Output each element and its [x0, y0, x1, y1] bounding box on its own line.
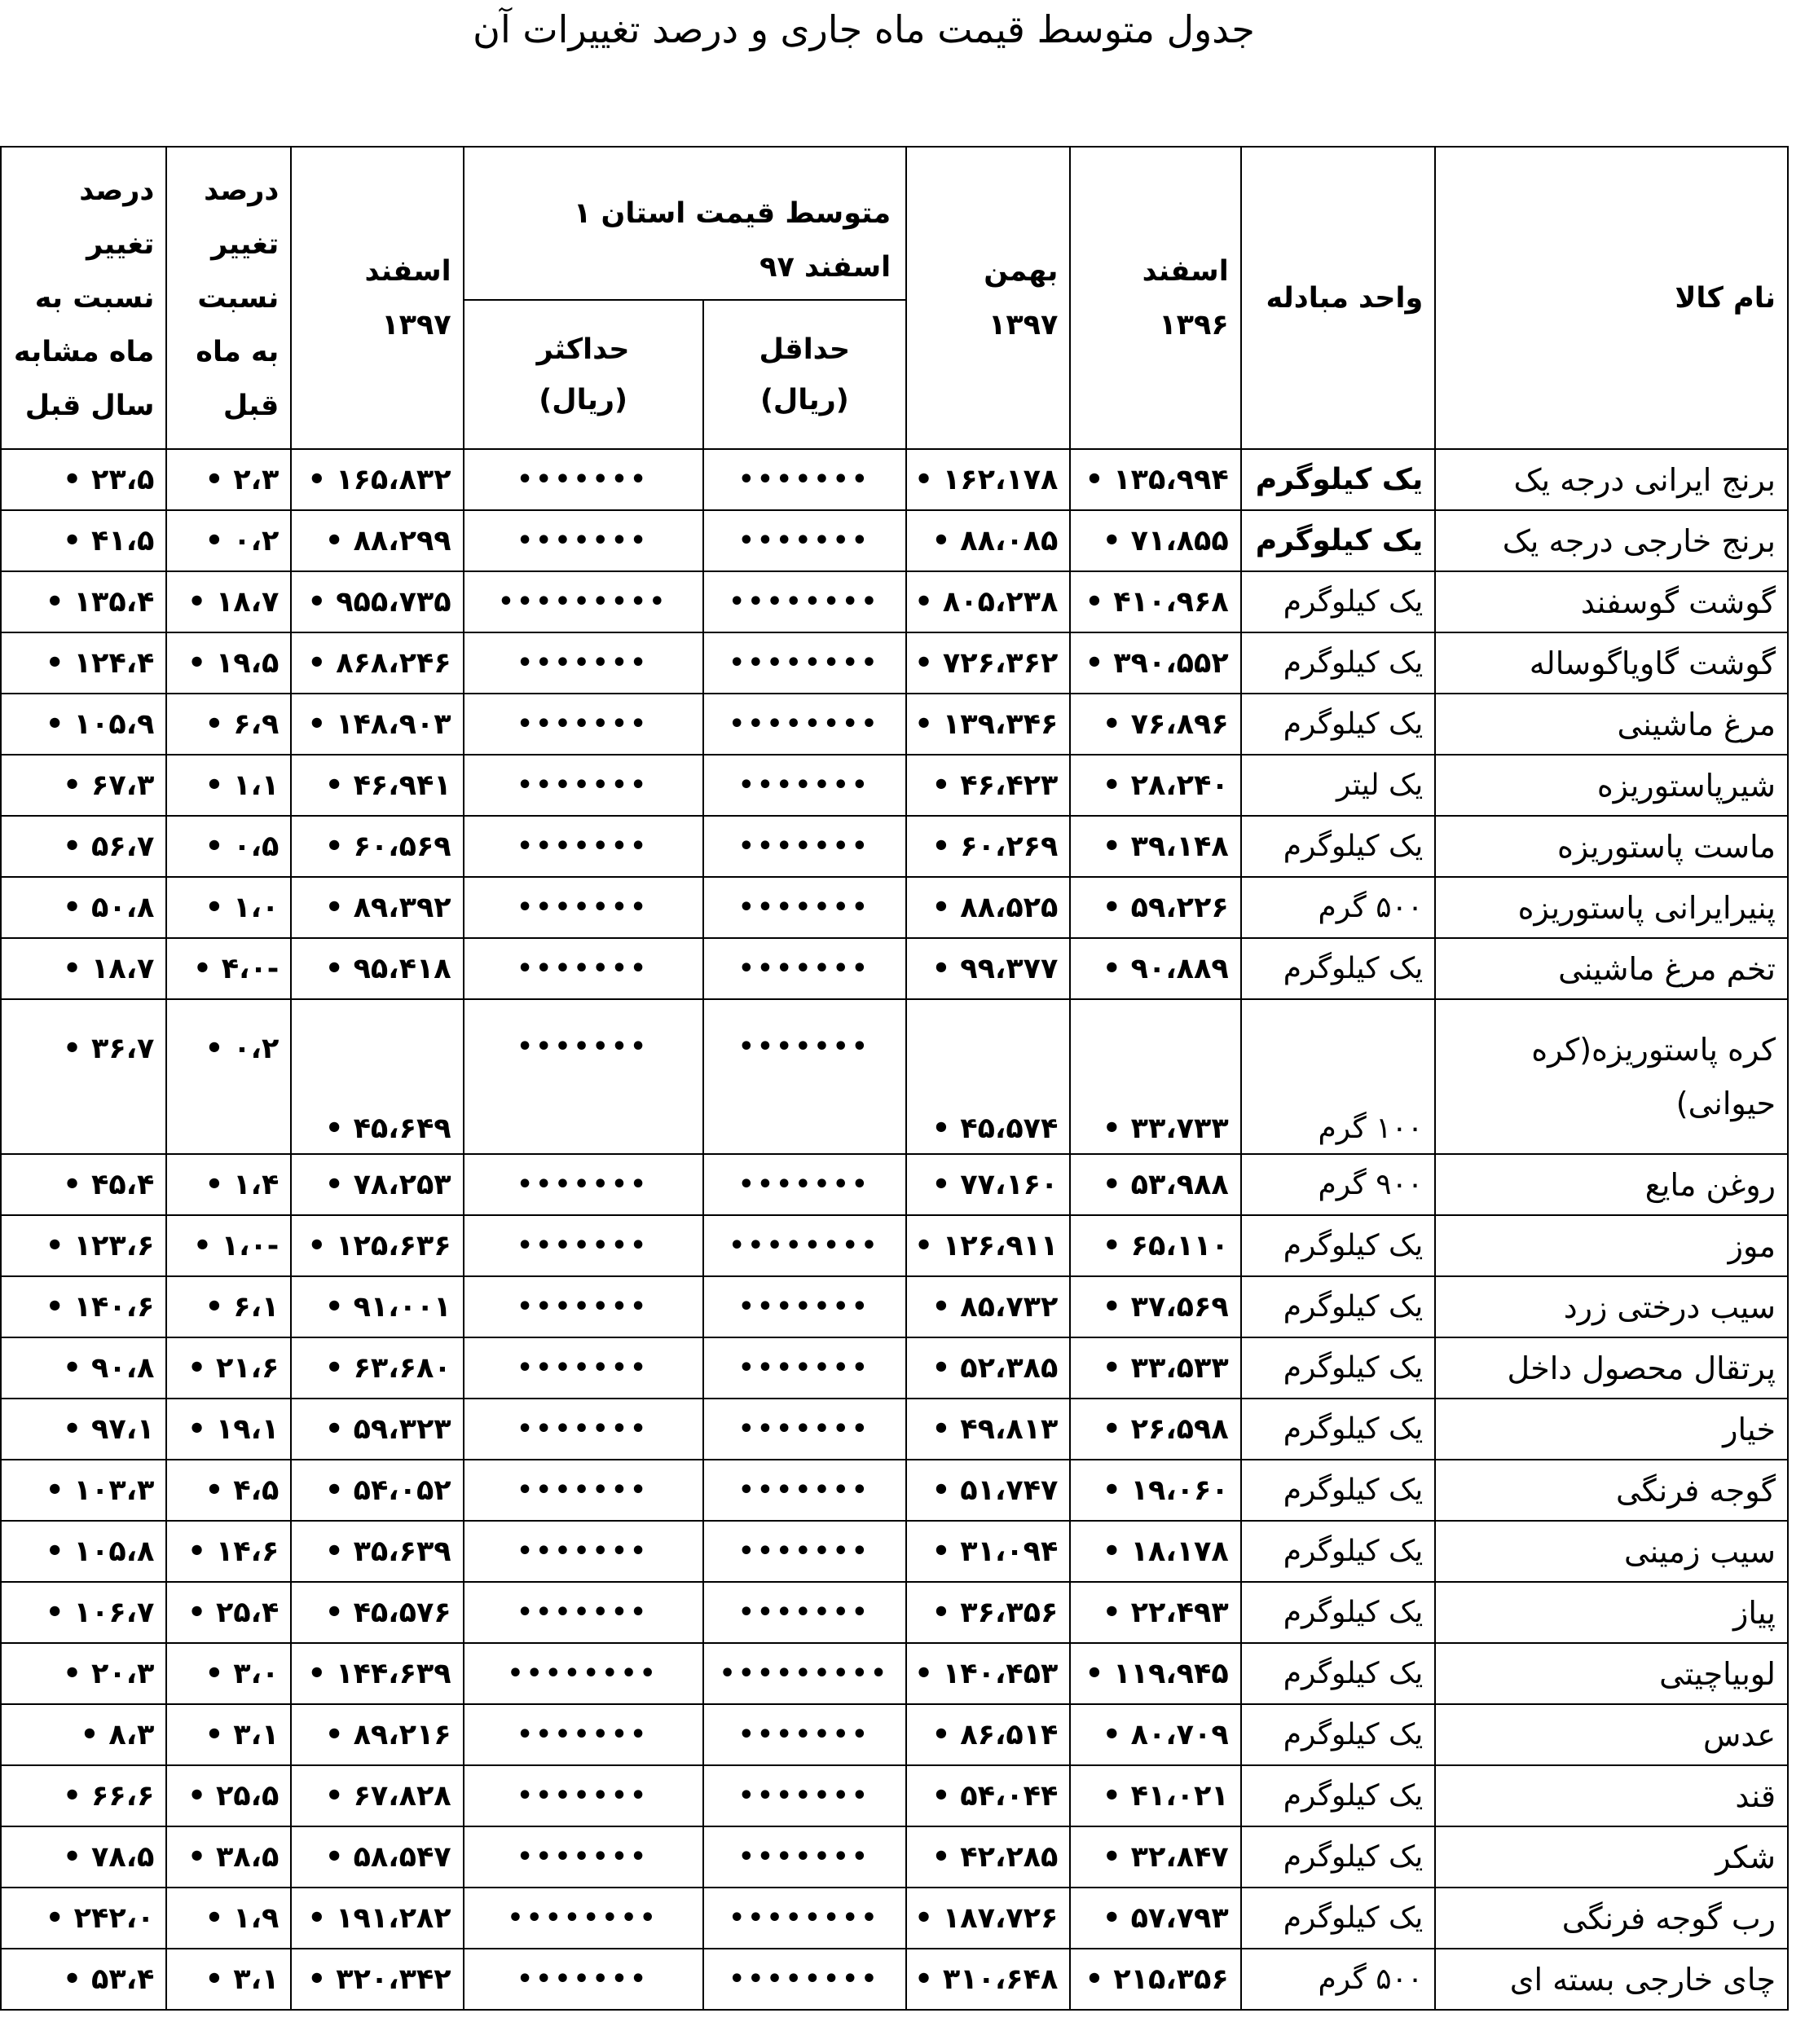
cell-pct-prev-month: ۴،۵ • — [166, 1460, 291, 1521]
cell-bahman-1397: ۸۶،۵۱۴ • — [906, 1704, 1070, 1765]
cell-min-price: ••••••• — [703, 1704, 907, 1765]
cell-esfand-1397: ۳۲۰،۳۴۲ • — [291, 1949, 463, 2010]
header-pct-prev-month — [166, 147, 291, 449]
cell-min-price: ••••••• — [703, 1399, 907, 1460]
cell-item-name: روغن مایع — [1435, 1154, 1788, 1215]
cell-pct-prev-year: ۸،۳ • — [1, 1704, 166, 1765]
cell-pct-prev-month: ۱،۰ • — [166, 877, 291, 938]
cell-pct-prev-month: ۳،۱ • — [166, 1704, 291, 1765]
header-line: (ریال) — [759, 383, 849, 416]
cell-pct-prev-month: ۲۵،۵ • — [166, 1765, 291, 1826]
header-row-1 — [1, 147, 1788, 300]
cell-pct-prev-month: ۰،۲ • — [166, 999, 291, 1154]
cell-item-name: لوبیاچیتی — [1435, 1643, 1788, 1704]
cell-pct-prev-month: ۳،۱ • — [166, 1949, 291, 2010]
cell-pct-prev-year: ۱۲۴،۴ • — [1, 632, 166, 694]
cell-unit: یک کیلوگرم — [1241, 1399, 1436, 1460]
cell-bahman-1397: ۵۴،۰۴۴ • — [906, 1765, 1070, 1826]
cell-esfand-1397: ۴۵،۶۴۹ • — [291, 999, 463, 1154]
cell-esfand-1396: ۱۳۵،۹۹۴ • — [1070, 449, 1240, 510]
cell-bahman-1397: ۱۸۷،۷۲۶ • — [906, 1888, 1070, 1949]
cell-esfand-1396: ۵۳،۹۸۸ • — [1070, 1154, 1240, 1215]
cell-unit: ۹۰۰ گرم — [1241, 1154, 1436, 1215]
cell-item-name: برنج ایرانی درجه یک — [1435, 449, 1788, 510]
cell-min-price: •••••••• — [703, 1215, 907, 1276]
cell-min-price: ••••••• — [703, 1276, 907, 1337]
cell-pct-prev-month: ۱۹،۵ • — [166, 632, 291, 694]
header-unit-label: واحد مبادله — [1266, 281, 1424, 315]
cell-min-price: ••••••• — [703, 510, 907, 571]
cell-esfand-1396: ۸۰،۷۰۹ • — [1070, 1704, 1240, 1765]
cell-max-price: ••••••• — [464, 694, 703, 755]
cell-unit: یک کیلوگرم — [1241, 1215, 1436, 1276]
cell-esfand-1397: ۶۳،۶۸۰ • — [291, 1337, 463, 1399]
cell-unit: یک کیلوگرم — [1241, 510, 1436, 571]
price-table — [0, 146, 1789, 2011]
table-row — [1, 816, 1788, 877]
cell-min-price: ••••••• — [703, 755, 907, 816]
cell-bahman-1397: ۷۷،۱۶۰ • — [906, 1154, 1070, 1215]
table-row — [1, 694, 1788, 755]
cell-item-name: پرتقال محصول داخل — [1435, 1337, 1788, 1399]
cell-pct-prev-year: ۱۸،۷ • — [1, 938, 166, 999]
cell-item-name: سیب درختی زرد — [1435, 1276, 1788, 1337]
cell-bahman-1397: ۸۸،۵۲۵ • — [906, 877, 1070, 938]
cell-esfand-1396: ۶۵،۱۱۰ • — [1070, 1215, 1240, 1276]
cell-bahman-1397: ۷۲۶،۳۶۲ • — [906, 632, 1070, 694]
table-row — [1, 877, 1788, 938]
table-row — [1, 1888, 1788, 1949]
cell-pct-prev-year: ۵۰،۸ • — [1, 877, 166, 938]
cell-pct-prev-month: ۳۸،۵ • — [166, 1826, 291, 1888]
cell-pct-prev-year: ۲۴۲،۰ • — [1, 1888, 166, 1949]
cell-esfand-1397: ۶۰،۵۶۹ • — [291, 816, 463, 877]
header-line: حداقل — [759, 333, 851, 366]
cell-max-price: ••••••• — [464, 755, 703, 816]
cell-item-name: پنیرایرانی پاستوریزه — [1435, 877, 1788, 938]
cell-pct-prev-year: ۵۳،۴ • — [1, 1949, 166, 2010]
cell-pct-prev-year: ۱۰۳،۳ • — [1, 1460, 166, 1521]
cell-max-price: ••••••• — [464, 1765, 703, 1826]
table-row — [1, 571, 1788, 632]
header-line: اسفند — [1142, 254, 1229, 288]
cell-esfand-1396: ۳۲،۸۴۷ • — [1070, 1826, 1240, 1888]
cell-bahman-1397: ۴۲،۲۸۵ • — [906, 1826, 1070, 1888]
cell-bahman-1397: ۴۹،۸۱۳ • — [906, 1399, 1070, 1460]
cell-bahman-1397: ۸۸،۰۸۵ • — [906, 510, 1070, 571]
cell-item-name: موز — [1435, 1215, 1788, 1276]
cell-item-name: برنج خارجی درجه یک — [1435, 510, 1788, 571]
cell-esfand-1397: ۱۲۵،۶۳۶ • — [291, 1215, 463, 1276]
cell-pct-prev-year: ۲۳،۵ • — [1, 449, 166, 510]
cell-bahman-1397: ۱۴۰،۴۵۳ • — [906, 1643, 1070, 1704]
cell-item-name: خیار — [1435, 1399, 1788, 1460]
cell-unit: یک کیلوگرم — [1241, 694, 1436, 755]
cell-esfand-1396: ۷۱،۸۵۵ • — [1070, 510, 1240, 571]
cell-min-price: •••••••• — [703, 632, 907, 694]
cell-max-price: ••••••• — [464, 1704, 703, 1765]
cell-pct-prev-year: ۳۶،۷ • — [1, 999, 166, 1154]
header-pct-prev-year — [1, 147, 166, 449]
cell-pct-prev-month: ۱،۴ • — [166, 1154, 291, 1215]
header-line: نسبت — [197, 281, 280, 315]
cell-min-price: ••••••• — [703, 877, 907, 938]
cell-max-price: •••••••• — [464, 1888, 703, 1949]
cell-pct-prev-month: ۳،۰ • — [166, 1643, 291, 1704]
cell-unit: یک کیلوگرم — [1241, 1521, 1436, 1582]
cell-bahman-1397: ۱۳۹،۳۴۶ • — [906, 694, 1070, 755]
cell-max-price: ••••••• — [464, 938, 703, 999]
cell-bahman-1397: ۸۰۵،۲۳۸ • — [906, 571, 1070, 632]
cell-pct-prev-year: ۲۰،۳ • — [1, 1643, 166, 1704]
table-row — [1, 1460, 1788, 1521]
cell-pct-prev-month: ۱،۱ • — [166, 755, 291, 816]
header-min — [703, 300, 907, 449]
cell-pct-prev-year: ۹۷،۱ • — [1, 1399, 166, 1460]
cell-max-price: ••••••• — [464, 1521, 703, 1582]
header-line: حداکثر — [536, 333, 630, 366]
cell-min-price: ••••••• — [703, 999, 907, 1154]
cell-min-price: ••••••• — [703, 1460, 907, 1521]
header-line: درصد — [79, 174, 155, 207]
cell-pct-prev-month: ۲۱،۶ • — [166, 1337, 291, 1399]
cell-esfand-1396: ۳۹۰،۵۵۲ • — [1070, 632, 1240, 694]
cell-max-price: ••••••• — [464, 510, 703, 571]
cell-pct-prev-year: ۷۸،۵ • — [1, 1826, 166, 1888]
cell-esfand-1396: ۲۱۵،۳۵۶ • — [1070, 1949, 1240, 2010]
cell-pct-prev-year: ۱۰۵،۸ • — [1, 1521, 166, 1582]
cell-item-name: شیرپاستوریزه — [1435, 755, 1788, 816]
cell-item-name: ماست پاستوریزه — [1435, 816, 1788, 877]
table-row — [1, 632, 1788, 694]
cell-pct-prev-year: ۶۶،۶ • — [1, 1765, 166, 1826]
header-line: ماه مشابه — [13, 335, 155, 368]
cell-min-price: ••••••••• — [703, 1643, 907, 1704]
cell-esfand-1396: ۱۸،۱۷۸ • — [1070, 1521, 1240, 1582]
cell-min-price: •••••••• — [703, 1949, 907, 2010]
cell-max-price: ••••••• — [464, 816, 703, 877]
cell-unit: یک کیلوگرم — [1241, 1460, 1436, 1521]
cell-max-price: ••••••••• — [464, 571, 703, 632]
cell-min-price: ••••••• — [703, 1765, 907, 1826]
cell-unit: ۱۰۰ گرم — [1241, 999, 1436, 1154]
cell-esfand-1397: ۷۸،۲۵۳ • — [291, 1154, 463, 1215]
cell-esfand-1396: ۹۰،۸۸۹ • — [1070, 938, 1240, 999]
cell-pct-prev-month: ۱۸،۷ • — [166, 571, 291, 632]
cell-pct-prev-month: ۲،۳ • — [166, 449, 291, 510]
table-row — [1, 999, 1788, 1154]
table-row — [1, 1337, 1788, 1399]
cell-esfand-1397: ۹۵،۴۱۸ • — [291, 938, 463, 999]
header-esfand-1397 — [291, 147, 463, 449]
cell-esfand-1396: ۳۳،۷۳۳ • — [1070, 999, 1240, 1154]
header-line: ۱۳۹۷ — [988, 308, 1059, 341]
cell-unit: یک کیلوگرم — [1241, 1276, 1436, 1337]
cell-item-name: گوشت گاویاگوساله — [1435, 632, 1788, 694]
cell-bahman-1397: ۴۶،۴۲۳ • — [906, 755, 1070, 816]
table-row — [1, 938, 1788, 999]
cell-max-price: ••••••• — [464, 1460, 703, 1521]
cell-pct-prev-year: ۴۵،۴ • — [1, 1154, 166, 1215]
table-row — [1, 1826, 1788, 1888]
cell-min-price: •••••••• — [703, 694, 907, 755]
table-row — [1, 1765, 1788, 1826]
cell-max-price: •••••••• — [464, 1643, 703, 1704]
cell-min-price: ••••••• — [703, 1521, 907, 1582]
cell-min-price: ••••••• — [703, 1337, 907, 1399]
header-max — [464, 300, 703, 449]
cell-item-name: چای خارجی بسته ای — [1435, 1949, 1788, 2010]
table-row — [1, 1154, 1788, 1215]
cell-item-name: گوجه فرنگی — [1435, 1460, 1788, 1521]
cell-item-name: کره پاستوریزه(کره حیوانی) — [1435, 999, 1788, 1154]
cell-pct-prev-month: -۴،۰ • — [166, 938, 291, 999]
cell-item-name: سیب زمینی — [1435, 1521, 1788, 1582]
cell-item-name: قند — [1435, 1765, 1788, 1826]
cell-esfand-1396: ۳۹،۱۴۸ • — [1070, 816, 1240, 877]
cell-pct-prev-month: ۰،۵ • — [166, 816, 291, 877]
cell-esfand-1396: ۲۶،۵۹۸ • — [1070, 1399, 1240, 1460]
table-row — [1, 510, 1788, 571]
cell-min-price: •••••••• — [703, 571, 907, 632]
cell-max-price: ••••••• — [464, 632, 703, 694]
cell-unit: ۵۰۰ گرم — [1241, 1949, 1436, 2010]
cell-pct-prev-month: ۶،۱ • — [166, 1276, 291, 1337]
header-line: ۱۳۹۷ — [381, 308, 451, 341]
cell-max-price: ••••••• — [464, 1276, 703, 1337]
cell-max-price: ••••••• — [464, 999, 703, 1154]
cell-esfand-1397: ۱۹۱،۲۸۲ • — [291, 1888, 463, 1949]
cell-unit: یک کیلوگرم — [1241, 816, 1436, 877]
cell-pct-prev-year: ۱۳۵،۴ • — [1, 571, 166, 632]
cell-esfand-1396: ۳۷،۵۶۹ • — [1070, 1276, 1240, 1337]
cell-pct-prev-year: ۹۰،۸ • — [1, 1337, 166, 1399]
cell-unit: یک کیلوگرم — [1241, 571, 1436, 632]
cell-max-price: ••••••• — [464, 1154, 703, 1215]
header-line: سال قبل — [24, 389, 155, 422]
cell-min-price: ••••••• — [703, 1826, 907, 1888]
cell-pct-prev-month: ۰،۲ • — [166, 510, 291, 571]
header-line: (ریال) — [539, 383, 627, 416]
cell-max-price: ••••••• — [464, 1215, 703, 1276]
cell-item-name: رب گوجه فرنگی — [1435, 1888, 1788, 1949]
cell-esfand-1397: ۳۵،۶۳۹ • — [291, 1521, 463, 1582]
header-line: متوسط قیمت استان ۱ — [573, 197, 891, 230]
cell-esfand-1397: ۴۵،۵۷۶ • — [291, 1582, 463, 1643]
table-row — [1, 1215, 1788, 1276]
cell-esfand-1396: ۷۶،۸۹۶ • — [1070, 694, 1240, 755]
header-line: بهمن — [984, 254, 1059, 288]
cell-item-name: پیاز — [1435, 1582, 1788, 1643]
cell-esfand-1396: ۴۱،۰۲۱ • — [1070, 1765, 1240, 1826]
header-unit — [1241, 147, 1436, 449]
cell-esfand-1397: ۹۱،۰۰۱ • — [291, 1276, 463, 1337]
header-line: تغییر — [211, 227, 280, 261]
cell-esfand-1397: ۵۸،۵۴۷ • — [291, 1826, 463, 1888]
cell-pct-prev-month: ۲۵،۴ • — [166, 1582, 291, 1643]
cell-pct-prev-year: ۱۲۳،۶ • — [1, 1215, 166, 1276]
header-line: اسفند ۹۷ — [759, 251, 891, 284]
cell-esfand-1396: ۵۹،۲۲۶ • — [1070, 877, 1240, 938]
cell-min-price: •••••••• — [703, 1888, 907, 1949]
cell-esfand-1397: ۶۷،۸۲۸ • — [291, 1765, 463, 1826]
cell-pct-prev-month: ۱۴،۶ • — [166, 1521, 291, 1582]
cell-unit: ۵۰۰ گرم — [1241, 877, 1436, 938]
cell-esfand-1397: ۵۴،۰۵۲ • — [291, 1460, 463, 1521]
cell-bahman-1397: ۱۲۶،۹۱۱ • — [906, 1215, 1070, 1276]
cell-esfand-1397: ۴۶،۹۴۱ • — [291, 755, 463, 816]
cell-esfand-1396: ۳۳،۵۳۳ • — [1070, 1337, 1240, 1399]
table-row — [1, 1399, 1788, 1460]
header-bahman-1397 — [906, 147, 1070, 449]
table-row — [1, 1704, 1788, 1765]
cell-esfand-1397: ۸۹،۲۱۶ • — [291, 1704, 463, 1765]
table-row — [1, 1521, 1788, 1582]
cell-bahman-1397: ۵۲،۳۸۵ • — [906, 1337, 1070, 1399]
cell-unit: یک کیلوگرم — [1241, 1337, 1436, 1399]
cell-bahman-1397: ۸۵،۷۳۲ • — [906, 1276, 1070, 1337]
cell-max-price: ••••••• — [464, 1949, 703, 2010]
cell-esfand-1397: ۱۶۵،۸۳۲ • — [291, 449, 463, 510]
cell-pct-prev-month: ۱۹،۱ • — [166, 1399, 291, 1460]
header-esfand-1396 — [1070, 147, 1240, 449]
header-line: اسفند — [364, 254, 451, 288]
header-average-price-group — [464, 147, 906, 300]
header-name-label: نام کالا — [1675, 281, 1776, 315]
cell-esfand-1397: ۸۸،۲۹۹ • — [291, 510, 463, 571]
cell-item-name: تخم مرغ ماشینی — [1435, 938, 1788, 999]
cell-unit: یک کیلوگرم — [1241, 1643, 1436, 1704]
cell-esfand-1396: ۴۱۰،۹۶۸ • — [1070, 571, 1240, 632]
cell-bahman-1397: ۵۱،۷۴۷ • — [906, 1460, 1070, 1521]
cell-pct-prev-year: ۱۰۵،۹ • — [1, 694, 166, 755]
cell-unit: یک کیلوگرم — [1241, 938, 1436, 999]
table-row — [1, 1949, 1788, 2010]
header-line: تغییر — [86, 227, 155, 261]
header-line: ۱۳۹۶ — [1159, 308, 1229, 341]
table-body — [1, 449, 1788, 2010]
cell-esfand-1396: ۱۹،۰۶۰ • — [1070, 1460, 1240, 1521]
cell-esfand-1396: ۲۲،۴۹۳ • — [1070, 1582, 1240, 1643]
header-line: قبل — [222, 389, 280, 422]
cell-min-price: ••••••• — [703, 449, 907, 510]
cell-unit: یک لیتر — [1241, 755, 1436, 816]
cell-min-price: ••••••• — [703, 816, 907, 877]
cell-min-price: ••••••• — [703, 1154, 907, 1215]
cell-unit: یک کیلوگرم — [1241, 1888, 1436, 1949]
cell-bahman-1397: ۳۱۰،۶۴۸ • — [906, 1949, 1070, 2010]
cell-max-price: ••••••• — [464, 1399, 703, 1460]
cell-unit: یک کیلوگرم — [1241, 1582, 1436, 1643]
cell-max-price: ••••••• — [464, 1337, 703, 1399]
cell-esfand-1396: ۵۷،۷۹۳ • — [1070, 1888, 1240, 1949]
cell-esfand-1397: ۱۴۸،۹۰۳ • — [291, 694, 463, 755]
header-line: درصد — [204, 174, 280, 207]
cell-esfand-1397: ۵۹،۳۲۳ • — [291, 1399, 463, 1460]
page-title: جدول متوسط قیمت ماه جاری و درصد تغییرات آن — [473, 7, 1255, 51]
cell-item-name: عدس — [1435, 1704, 1788, 1765]
table-row — [1, 1643, 1788, 1704]
cell-bahman-1397: ۹۹،۳۷۷ • — [906, 938, 1070, 999]
cell-bahman-1397: ۳۶،۳۵۶ • — [906, 1582, 1070, 1643]
cell-unit: یک کیلوگرم — [1241, 1765, 1436, 1826]
cell-pct-prev-year: ۵۶،۷ • — [1, 816, 166, 877]
cell-max-price: ••••••• — [464, 1582, 703, 1643]
cell-unit: یک کیلوگرم — [1241, 449, 1436, 510]
cell-item-name: مرغ ماشینی — [1435, 694, 1788, 755]
cell-bahman-1397: ۳۱،۰۹۴ • — [906, 1521, 1070, 1582]
cell-bahman-1397: ۱۶۲،۱۷۸ • — [906, 449, 1070, 510]
cell-esfand-1397: ۱۴۴،۶۳۹ • — [291, 1643, 463, 1704]
cell-unit: یک کیلوگرم — [1241, 1826, 1436, 1888]
cell-min-price: ••••••• — [703, 1582, 907, 1643]
cell-esfand-1397: ۸۶۸،۲۴۶ • — [291, 632, 463, 694]
cell-pct-prev-year: ۱۴۰،۶ • — [1, 1276, 166, 1337]
cell-esfand-1396: ۲۸،۲۴۰ • — [1070, 755, 1240, 816]
cell-max-price: ••••••• — [464, 449, 703, 510]
table-row — [1, 755, 1788, 816]
cell-esfand-1396: ۱۱۹،۹۴۵ • — [1070, 1643, 1240, 1704]
cell-item-name: شکر — [1435, 1826, 1788, 1888]
header-line: نسبت به — [34, 281, 155, 315]
cell-max-price: ••••••• — [464, 877, 703, 938]
cell-pct-prev-year: ۶۷،۳ • — [1, 755, 166, 816]
header-name — [1435, 147, 1788, 449]
cell-max-price: ••••••• — [464, 1826, 703, 1888]
table-row — [1, 1582, 1788, 1643]
cell-pct-prev-month: -۱،۰ • — [166, 1215, 291, 1276]
cell-bahman-1397: ۴۵،۵۷۴ • — [906, 999, 1070, 1154]
cell-min-price: ••••••• — [703, 938, 907, 999]
table-row — [1, 1276, 1788, 1337]
cell-item-name: گوشت گوسفند — [1435, 571, 1788, 632]
cell-esfand-1397: ۸۹،۳۹۲ • — [291, 877, 463, 938]
cell-esfand-1397: ۹۵۵،۷۳۵ • — [291, 571, 463, 632]
header-line: به ماه — [196, 335, 280, 368]
cell-bahman-1397: ۶۰،۲۶۹ • — [906, 816, 1070, 877]
cell-pct-prev-year: ۴۱،۵ • — [1, 510, 166, 571]
cell-unit: یک کیلوگرم — [1241, 1704, 1436, 1765]
cell-pct-prev-month: ۶،۹ • — [166, 694, 291, 755]
table-row — [1, 449, 1788, 510]
cell-unit: یک کیلوگرم — [1241, 632, 1436, 694]
cell-pct-prev-year: ۱۰۶،۷ • — [1, 1582, 166, 1643]
cell-pct-prev-month: ۱،۹ • — [166, 1888, 291, 1949]
